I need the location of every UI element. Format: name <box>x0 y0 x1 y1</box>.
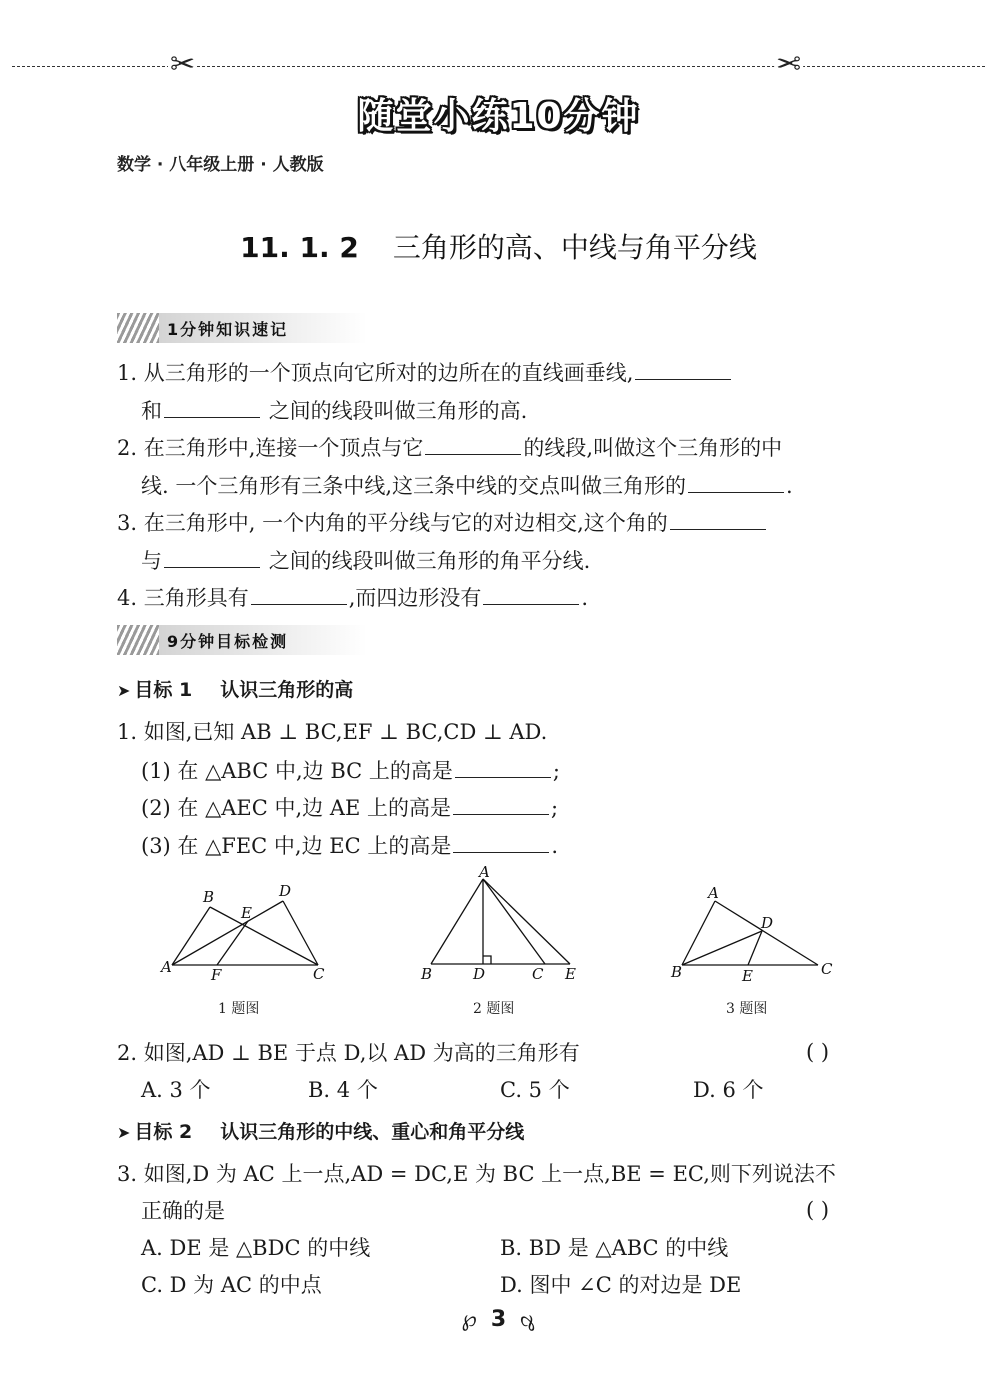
point-label: A <box>708 884 719 902</box>
question-1-part-2: (2) 在 △AEC 中,边 AE 上的高是 ; <box>141 796 559 820</box>
question-3-stem: 3. 如图,D 为 AC 上一点,AD = DC,E 为 BC 上一点,BE = EC,则下列说法不 <box>117 1162 836 1186</box>
answer-blank[interactable] <box>453 794 549 815</box>
point-label: D <box>761 914 774 932</box>
q2-option-c[interactable]: C. 5 个 <box>500 1078 570 1102</box>
point-label: E <box>742 967 753 985</box>
point-label: C <box>532 965 544 983</box>
check-banner <box>117 625 367 655</box>
answer-blank[interactable] <box>635 359 731 380</box>
q3-option-a[interactable]: A. DE 是 △BDC 的中线 <box>141 1236 371 1260</box>
point-label: F <box>211 966 222 984</box>
question-1-part-3: (3) 在 △FEC 中,边 EC 上的高是 . <box>141 834 559 858</box>
answer-parentheses[interactable]: ( ) <box>806 1040 830 1064</box>
question-3-stem-cont: 正确的是 <box>141 1199 225 1223</box>
answer-blank[interactable] <box>453 832 549 853</box>
recall-item-3: 3. 在三角形中, 一个内角的平分线与它的对边相交,这个角的 <box>117 509 768 536</box>
figure-3 <box>668 882 848 987</box>
q3-option-b[interactable]: B. BD 是 △ABC 的中线 <box>500 1236 729 1260</box>
recall-banner-label: 1分钟知识速记 <box>167 320 289 339</box>
question-2-stem: 2. 如图,AD ⊥ BE 于点 D,以 AD 为高的三角形有 <box>117 1041 580 1065</box>
point-label: A <box>161 958 172 976</box>
point-label: B <box>421 965 433 983</box>
point-label: D <box>473 965 486 983</box>
answer-blank[interactable] <box>688 472 784 493</box>
recall-item-1-cont: 和 之间的线段叫做三角形的高. <box>141 399 528 423</box>
ornament-icon: ℘ <box>520 1307 536 1332</box>
answer-blank[interactable] <box>164 397 260 418</box>
point-label: B <box>671 963 683 981</box>
point-label: B <box>203 888 215 906</box>
q2-option-d[interactable]: D. 6 个 <box>693 1078 764 1102</box>
figure-2-caption: 2 题图 <box>473 1001 515 1017</box>
section-number: 11. 1. 2 <box>240 231 359 264</box>
figure-1-caption: 1 题图 <box>218 1001 260 1017</box>
subject-line: 数学 · 八年级上册 · 人教版 <box>117 155 324 175</box>
figure-1 <box>155 880 335 990</box>
page-number: 3 <box>490 1307 507 1332</box>
point-label: A <box>479 865 490 881</box>
section-title <box>0 226 997 266</box>
brand-title: 随堂小练10分钟 <box>357 96 640 137</box>
goal-2-heading: ➤ 目标 2 认识三角形的中线、重心和角平分线 <box>117 1121 525 1143</box>
figure-3-caption: 3 题图 <box>726 1001 768 1017</box>
goal-1-heading: ➤ 目标 1 认识三角形的高 <box>117 679 354 701</box>
recall-banner <box>117 313 367 343</box>
scissors-icon: ✂ <box>776 47 802 82</box>
recall-item-3-cont: 与 之间的线段叫做三角形的角平分线. <box>141 549 591 573</box>
answer-blank[interactable] <box>251 584 347 605</box>
scissors-icon: ✂ <box>170 47 196 82</box>
point-label: E <box>241 904 252 922</box>
section-name: 三角形的高、中线与角平分线 <box>392 231 757 264</box>
point-label: E <box>565 965 576 983</box>
figure-2 <box>415 865 595 990</box>
answer-blank[interactable] <box>483 584 579 605</box>
q3-option-d[interactable]: D. 图中 ∠C 的对边是 DE <box>500 1273 742 1297</box>
answer-parentheses[interactable]: ( ) <box>806 1198 830 1222</box>
recall-item-4: 4. 三角形具有 ,而四边形没有 . <box>117 586 589 610</box>
point-label: C <box>821 960 833 978</box>
answer-blank[interactable] <box>455 757 551 778</box>
q2-option-a[interactable]: A. 3 个 <box>141 1078 211 1102</box>
arrow-icon: ➤ <box>117 1123 131 1142</box>
recall-item-2-cont: 线. 一个三角形有三条中线,这三条中线的交点叫做三角形的 . <box>141 474 793 498</box>
ornament-icon: ℘ <box>461 1307 477 1332</box>
arrow-icon: ➤ <box>117 681 131 700</box>
point-label: C <box>313 965 325 983</box>
q3-option-c[interactable]: C. D 为 AC 的中点 <box>141 1273 322 1297</box>
recall-item-2: 2. 在三角形中,连接一个顶点与它 的线段,叫做这个三角形的中 <box>117 436 783 460</box>
point-label: D <box>279 882 292 900</box>
page-footer <box>0 1307 997 1332</box>
check-banner-label: 9分钟目标检测 <box>167 632 289 651</box>
question-1-part-1: (1) 在 △ABC 中,边 BC 上的高是 ; <box>141 759 560 783</box>
answer-blank[interactable] <box>670 509 766 530</box>
answer-blank[interactable] <box>164 547 260 568</box>
answer-blank[interactable] <box>425 434 521 455</box>
question-1-stem: 1. 如图,已知 AB ⊥ BC,EF ⊥ BC,CD ⊥ AD. <box>117 720 548 744</box>
recall-item-1: 1. 从三角形的一个顶点向它所对的边所在的直线画垂线, <box>117 359 733 386</box>
cut-line <box>12 66 985 67</box>
q2-option-b[interactable]: B. 4 个 <box>308 1078 378 1102</box>
